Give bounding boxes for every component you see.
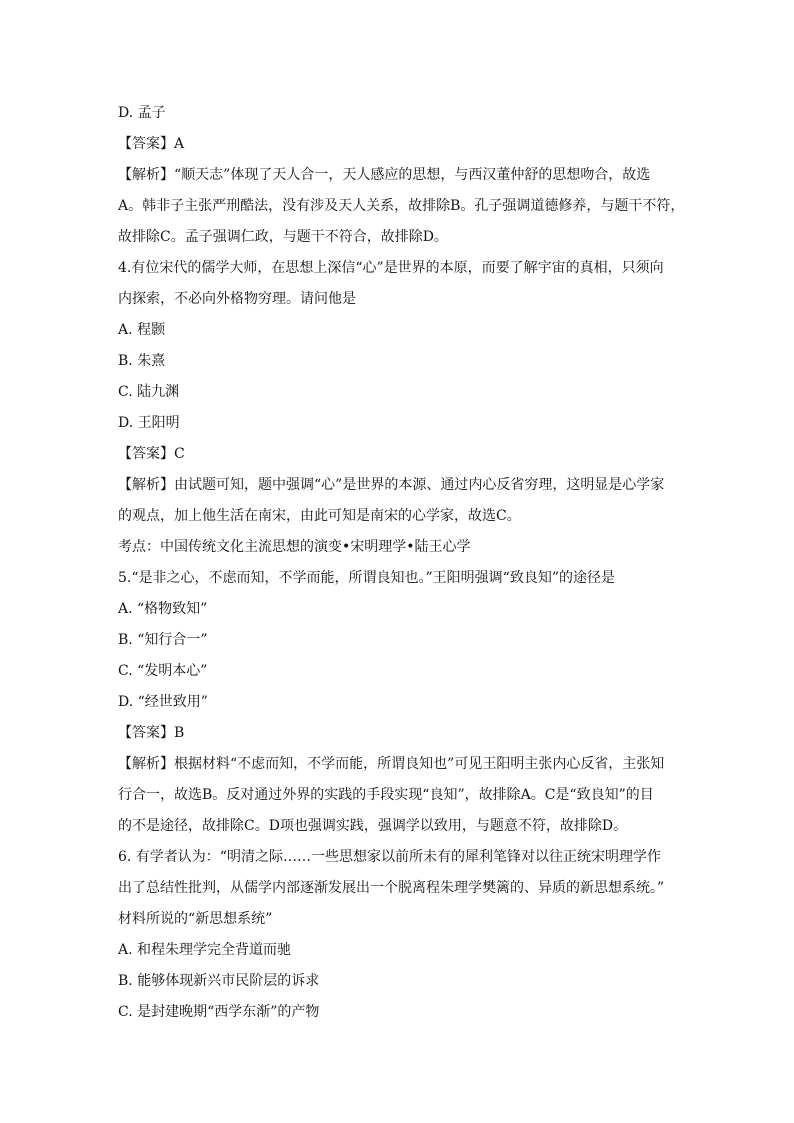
option-a-q5: A. “格物致知” — [118, 601, 208, 617]
analysis-q3-line-2: A。韩非子主张严刑酷法，没有涉及天人关系，故排除B。孔子强调道德修养，与题干不符， — [118, 198, 685, 214]
option-d-q3: D. 孟子 — [118, 105, 166, 121]
option-a-q6: A. 和程朱理学完全背道而驰 — [118, 942, 292, 958]
answer-q3: 【答案】A — [118, 136, 185, 152]
option-b-q5: B. “知行合一” — [118, 632, 208, 648]
analysis-q4-line-1: 【解析】由试题可知，题中强调“心”是世界的本源、通过内心反省穷理，这明显是心学家 — [118, 477, 665, 493]
knowledge-point-q4: 考点：中国传统文化主流思想的演变•宋明理学•陆王心学 — [118, 539, 471, 555]
analysis-q5-line-1: 【解析】根据材料“不虑而知，不学而能，所谓良知也”可见王阳明主张内心反省，主张知 — [118, 756, 665, 772]
option-d-q4: D. 王阳明 — [118, 415, 180, 431]
answer-q4: 【答案】C — [118, 446, 185, 462]
analysis-q3-line-3: 故排除C。孟子强调仁政，与题干不符合，故排除D。 — [118, 229, 448, 245]
question-6-line-1: 6. 有学者认为：“明清之际……一些思想家以前所未有的犀利笔锋对以往正统宋明理学作 — [118, 849, 661, 865]
option-b-q6: B. 能够体现新兴市民阶层的诉求 — [118, 973, 320, 989]
analysis-q4-line-2: 的观点，加上他生活在南宋，由此可知是南宋的心学家，故选C。 — [118, 508, 521, 524]
option-c-q5: C. “发明本心” — [118, 663, 208, 679]
option-c-q4: C. 陆九渊 — [118, 384, 180, 400]
question-6-line-3: 材料所说的“新思想系统” — [118, 911, 273, 927]
option-d-q5: D. “经世致用” — [118, 694, 208, 710]
option-c-q6: C. 是封建晚期“西学东渐”的产物 — [118, 1004, 320, 1020]
analysis-q5-line-2: 行合一，故选B。反对通过外界的实践的手段实现“良知”，故排除A。C是“致良知”的目 — [118, 787, 654, 803]
option-b-q4: B. 朱熹 — [118, 353, 166, 369]
question-4-line-2: 内探索，不必向外格物穷理。请问他是 — [118, 291, 356, 307]
analysis-q5-line-3: 的不是途径，故排除C。D项也强调实践，强调学以致用，与题意不符，故排除D。 — [118, 818, 628, 834]
analysis-q3-line-1: 【解析】“顺天志”体现了天人合一，天人感应的思想，与西汉董仲舒的思想吻合，故选 — [118, 167, 651, 183]
answer-q5: 【答案】B — [118, 725, 185, 741]
question-5: 5.“是非之心，不虑而知，不学而能，所谓良知也。”王阳明强调“致良知”的途径是 — [118, 570, 615, 586]
question-4-line-1: 4.有位宋代的儒学大师，在思想上深信“心”是世界的本原，而要了解宇宙的真相，只须向 — [118, 260, 664, 276]
option-a-q4: A. 程颢 — [118, 322, 166, 338]
question-6-line-2: 出了总结性批判，从儒学内部逐渐发展出一个脱离程朱理学樊篱的、异质的新思想系统。” — [118, 880, 665, 896]
